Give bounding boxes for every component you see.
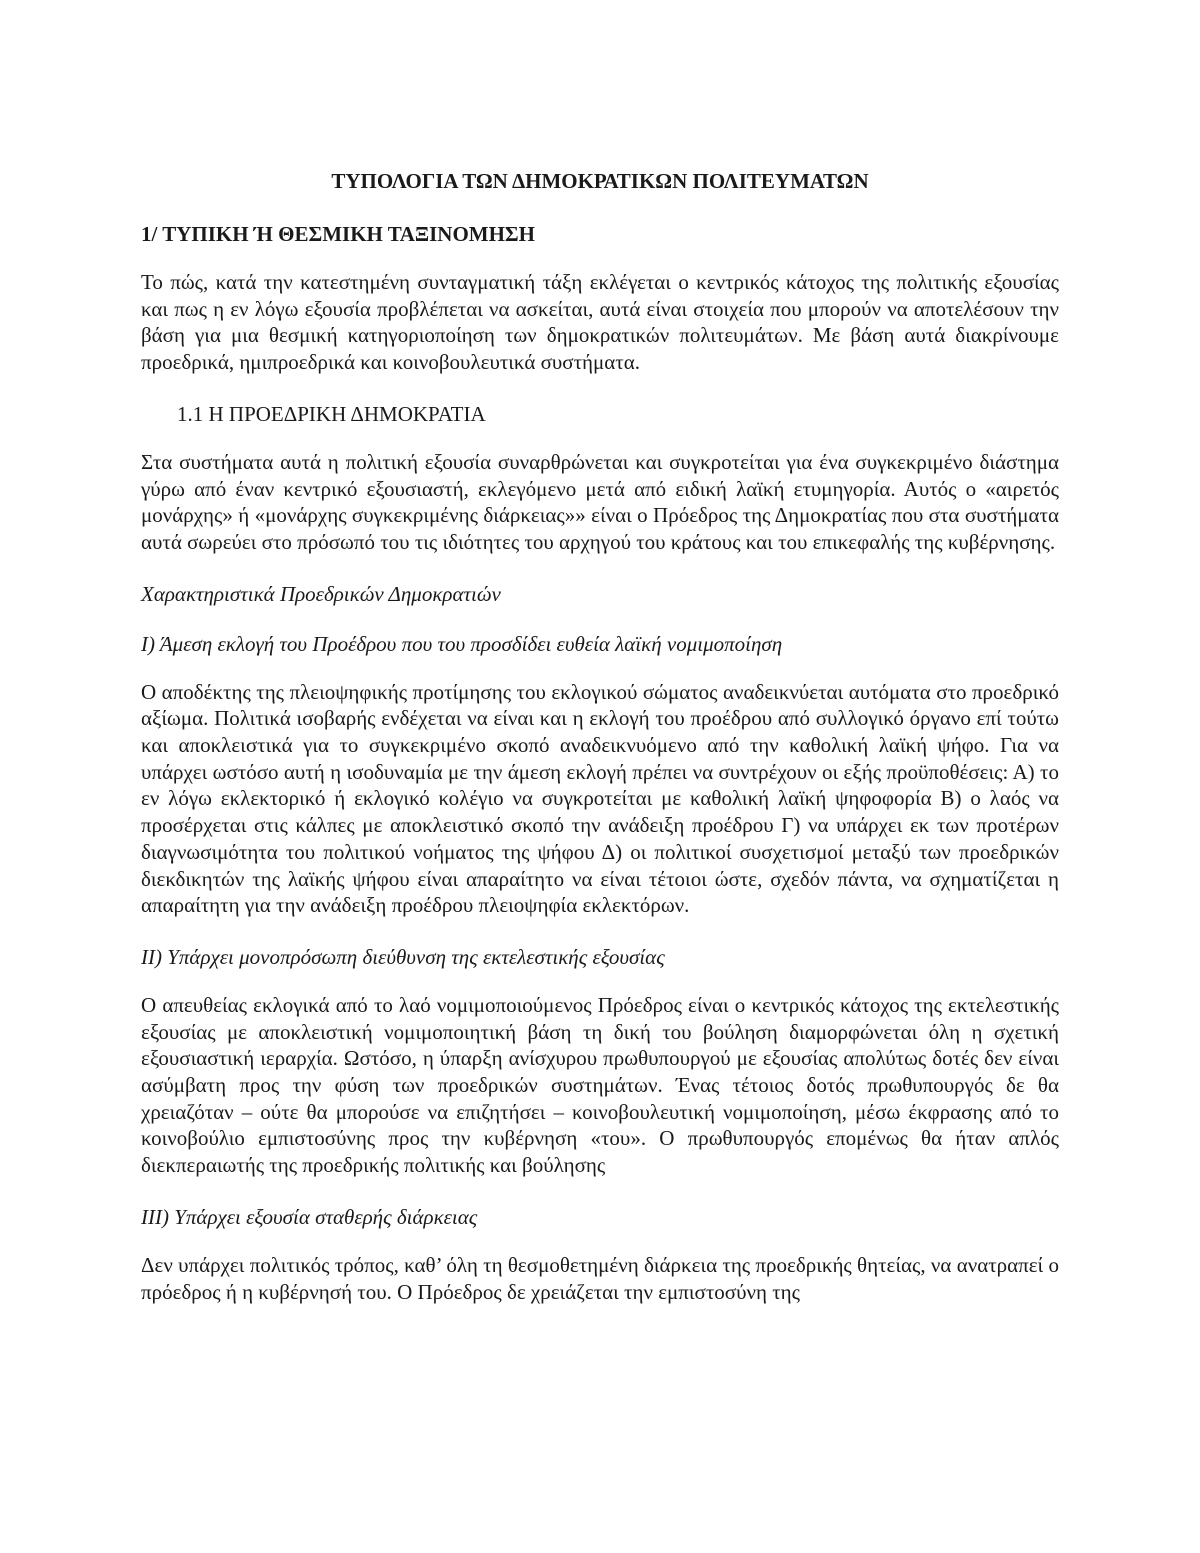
presidential-paragraph: Στα συστήματα αυτά η πολιτική εξουσία συναρθρώνεται και συγκροτείται για ένα συγκεκριμένο διάστημα γύρω από έναν κεντρικό εξουσιαστή, εκλεγόμενο μετά από ειδική λαϊκή ετυμηγορία. Αυτός ο «αιρετός μονάρχης» ή «μονάρχης συγκεκριμένης διάρκειας»» είναι ο Πρόεδρος της Δημοκρατίας που στα συστήματα αυτά σωρεύει στο πρόσωπό του τις ιδιότητες του αρχηγού του κράτους και του επικεφαλής της κυβέρνησης. xyxy=(141,449,1059,554)
section-heading: 1/ ΤΥΠΙΚΗ Ή ΘΕΣΜΙΚΗ ΤΑΞΙΝΟΜΗΣΗ xyxy=(141,222,535,246)
subsection-heading: 1.1 Η ΠΡΟΕΔΡΙΚΗ ΔΗΜΟΚΡΑΤΙΑ xyxy=(177,401,486,426)
document-title: ΤΥΠΟΛΟΓΙΑ ΤΩΝ ΔΗΜΟΚΡΑΤΙΚΩΝ ΠΟΛΙΤΕΥΜΑΤΩΝ xyxy=(331,169,869,193)
item1-heading: Ι) Άμεση εκλογή του Προέδρου που του προσδίδει ευθεία λαϊκή νομιμοποίηση xyxy=(141,631,783,656)
item1-paragraph: Ο αποδέκτης της πλειοψηφικής προτίμησης του εκλογικού σώματος αναδεικνύεται αυτόματα στο προεδρικό αξίωμα. Πολιτικά ισοβαρής ενδέχεται να είναι και η εκλογή του προέδρου από συλλογικό όργανο επί τούτω και αποκλειστικά για το συγκεκριμένο σκοπό αναδεικνυόμενο από την καθολική λαϊκή ψήφο. Για να υπάρχει ωστόσο αυτή η ισοδυναμία με την άμεση εκλογή πρέπει να συντρέχουν οι εξής προϋποθέσεις: Α) το εν λόγω εκλεκτορικό ή εκλογικό κολέγιο να συγκροτείται με καθολική λαϊκή ψηφοφορία Β) ο λαός να προσέρχεται στις κάλπες με αποκλειστικό σκοπό την ανάδειξη προέδρου Γ) να υπάρχει εκ των προτέρων διαγνωσιμότητα του πολιτικού νοήματος της ψήφου Δ) οι πολιτικοί συσχετισμοί μεταξύ των προεδρικών διεκδικητών της λαϊκής ψήφου είναι απαραίτητο να είναι τέτοιοι ώστε, σχεδόν πάντα, να σχηματίζεται η απαραίτητη για την ανάδειξη προέδρου πλειοψηφία εκλεκτόρων. xyxy=(141,679,1059,918)
item2-paragraph: Ο απευθείας εκλογικά από το λαό νομιμοποιούμενος Πρόεδρος είναι ο κεντρικός κάτοχος της εκτελεστικής εξουσίας με αποκλειστική νομιμοποιητική βάση τη δική του βούληση διαμορφώνεται όλη η σχετική εξουσιαστική ιεραρχία. Ωστόσο, η ύπαρξη ανίσχυρου πρωθυπουργού με εξουσίας απολύτως δοτές δεν είναι ασύμβατη προς την φύση των προεδρικών συστημάτων. Ένας τέτοιος δοτός πρωθυπουργός δε θα χρειαζόταν – ούτε θα μπορούσε να επιζητήσει – κοινοβουλευτική νομιμοποίηση, μέσω έκφρασης από το κοινοβούλιο εμπιστοσύνης προς την κυβέρνηση «του». Ο πρωθυπουργός επομένως θα ήταν απλός διεκπεραιωτής της προεδρικής πολιτικής και βούλησης xyxy=(141,992,1059,1178)
intro-paragraph: Το πώς, κατά την κατεστημένη συνταγματική τάξη εκλέγεται ο κεντρικός κάτοχος της πολιτικής εξουσίας και πως η εν λόγω εξουσία προβλέπεται να ασκείται, αυτά είναι στοιχεία που μπορούν να αποτελέσουν την βάση για μια θεσμική κατηγοριοποίηση των δημοκρατικών πολιτευμάτων. Με βάση αυτά διακρίνουμε προεδρικά, ημιπροεδρικά και κοινοβουλευτικά συστήματα. xyxy=(141,270,1059,375)
item3-heading: ΙΙΙ) Υπάρχει εξουσία σταθερής διάρκειας xyxy=(141,1204,478,1229)
characteristics-heading: Χαρακτηριστικά Προεδρικών Δημοκρατιών xyxy=(141,581,501,606)
document-page xyxy=(141,166,1059,1328)
item3-paragraph: Δεν υπάρχει πολιτικός τρόπος, καθ’ όλη τη θεσμοθετημένη διάρκεια της προεδρικής θητείας, να ανατραπεί ο πρόεδρος ή η κυβέρνησή του. Ο Πρόεδρος δε χρειάζεται την εμπιστοσύνη της xyxy=(141,1252,1059,1304)
item2-heading: ΙΙ) Υπάρχει μονοπρόσωπη διεύθυνση της εκτελεστικής εξουσίας xyxy=(141,944,665,969)
